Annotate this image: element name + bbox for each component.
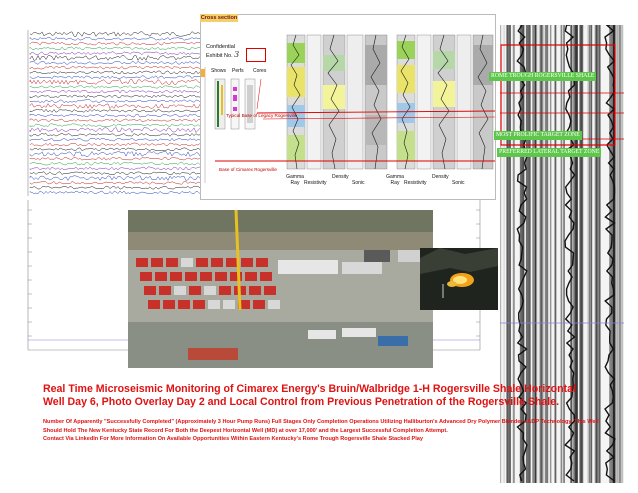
frac-truck (268, 300, 280, 309)
log-tag-rome-trough: ROME TROUGH ROGERSVILLE SHALE (491, 73, 595, 79)
frac-truck (159, 286, 171, 295)
log-texture (583, 25, 584, 483)
track-label-gamma-left: Gamma Ray (286, 174, 304, 186)
frac-truck (174, 286, 186, 295)
frac-truck (260, 272, 272, 281)
log-texture (532, 25, 533, 483)
gas-flare-photo (420, 248, 498, 310)
frac-truck (204, 286, 216, 295)
frac-truck (148, 300, 160, 309)
frac-truck (181, 258, 193, 267)
log-texture (580, 25, 582, 483)
frac-truck (223, 300, 235, 309)
frac-truck (163, 300, 175, 309)
frac-truck (166, 258, 178, 267)
log-texture (540, 25, 541, 483)
track-label-resistivity-right: Resistivity (404, 180, 427, 186)
body-text (43, 418, 603, 444)
cores-label: Cores (253, 68, 267, 74)
log-texture (545, 25, 547, 483)
body-paragraph-record: Number Of Apparently "Successfully Completed" (Approximately 3 Hour Pump Runs) Full Stages Only Completion Operations Utilizing Halliburton's Advanced Dry Polymer Blender eADP Technology. This Well Should Hold The New Kentucky State Record For Both the Deepest Horizontal Well (MD) at over 17,000' and the Largest Successful Completion Attempt. (43, 419, 599, 434)
log-texture (555, 25, 556, 483)
log-texture (610, 25, 613, 483)
well-log-tracks-right (397, 35, 493, 169)
log-texture (560, 25, 561, 483)
confidential-exhibit-label (206, 44, 264, 70)
log-texture (523, 25, 524, 483)
log-texture (507, 25, 508, 483)
frac-truck (249, 286, 261, 295)
flare-illustration (420, 248, 498, 310)
track-label-density-right: Density (432, 174, 449, 180)
log-texture (504, 25, 505, 483)
log-texture (535, 25, 537, 483)
frac-site-illustration (128, 210, 433, 368)
log-texture (590, 25, 592, 483)
cross-section-panel (200, 14, 496, 200)
log-texture (513, 25, 515, 483)
log-texture (536, 25, 537, 483)
headline-text: Real Time Microseismic Monitoring of Cimarex Energy's Bruin/Walbridge 1-H Rogersville Shale Horizontal Well Day 6, Photo Overlay Day 2 and Local Control from Previous Penetration of the Rogersville Shale. (43, 383, 576, 408)
legacy-base-label: Typical Base of Legacy Rogersville (226, 113, 298, 118)
frac-truck (185, 272, 197, 281)
frac-site-aerial-photo (128, 210, 433, 368)
log-texture (550, 25, 551, 483)
frac-truck (264, 286, 276, 295)
track-label-gamma-right: Gamma Ray (386, 174, 404, 186)
log-texture (619, 25, 620, 483)
log-texture (576, 25, 578, 483)
frac-truck (241, 258, 253, 267)
frac-truck (211, 258, 223, 267)
log-texture (534, 25, 535, 483)
track-label-density-left: Density (332, 174, 349, 180)
log-texture (616, 25, 618, 483)
frac-truck (215, 272, 227, 281)
frac-truck (208, 300, 220, 309)
log-texture (621, 25, 623, 483)
frac-truck (226, 258, 238, 267)
frac-truck (155, 272, 167, 281)
frac-truck (170, 272, 182, 281)
track-label-resistivity-left: Resistivity (304, 180, 327, 186)
frac-truck (189, 286, 201, 295)
log-texture (541, 25, 542, 483)
body-paragraph-contact: Contact Via LinkedIn For More Information On Available Opportunities Within Eastern Kentucky's Rome Trough Rogersville Shale Stacked Play (43, 436, 423, 443)
image-log-graphic (500, 25, 624, 483)
cross-section-title: Cross section (200, 15, 238, 21)
frac-truck (196, 258, 208, 267)
frac-truck (193, 300, 205, 309)
log-texture (563, 25, 565, 483)
frac-truck (219, 286, 231, 295)
confidential-text: Confidential (206, 44, 236, 50)
perfs-label: Perfs (232, 68, 244, 74)
log-texture (571, 25, 573, 483)
exhibit-number: 3 (234, 50, 240, 59)
frac-truck (245, 272, 257, 281)
exhibit-box-outline (246, 48, 266, 62)
log-texture (509, 25, 510, 483)
track-label-sonic-left: Sonic (352, 180, 365, 186)
frac-truck (253, 300, 265, 309)
log-tag-preferred-lateral: PREFERRED LATERAL TARGET ZONE (499, 149, 600, 155)
shows-label: Shows (211, 68, 227, 74)
exhibit-text: Exhibit No. (206, 53, 233, 59)
cimarex-base-label: Base of Cimarex Rogersville (219, 167, 277, 172)
shows-perfs-cores-columns (201, 67, 255, 183)
well-log-tracks-left (287, 35, 387, 169)
frac-truck (178, 300, 190, 309)
frac-truck (256, 258, 268, 267)
frac-truck (140, 272, 152, 281)
log-texture (510, 25, 511, 483)
image-log-strip (500, 25, 624, 483)
log-texture (539, 25, 540, 483)
frac-truck (136, 258, 148, 267)
frac-truck (151, 258, 163, 267)
log-texture (544, 25, 545, 483)
log-texture (598, 25, 599, 483)
log-texture (588, 25, 590, 483)
track-label-sonic-right: Sonic (452, 180, 465, 186)
log-tag-most-prolific: MOST PROLIFIC TARGET ZONE (496, 132, 580, 138)
frac-truck (200, 272, 212, 281)
frac-truck (144, 286, 156, 295)
